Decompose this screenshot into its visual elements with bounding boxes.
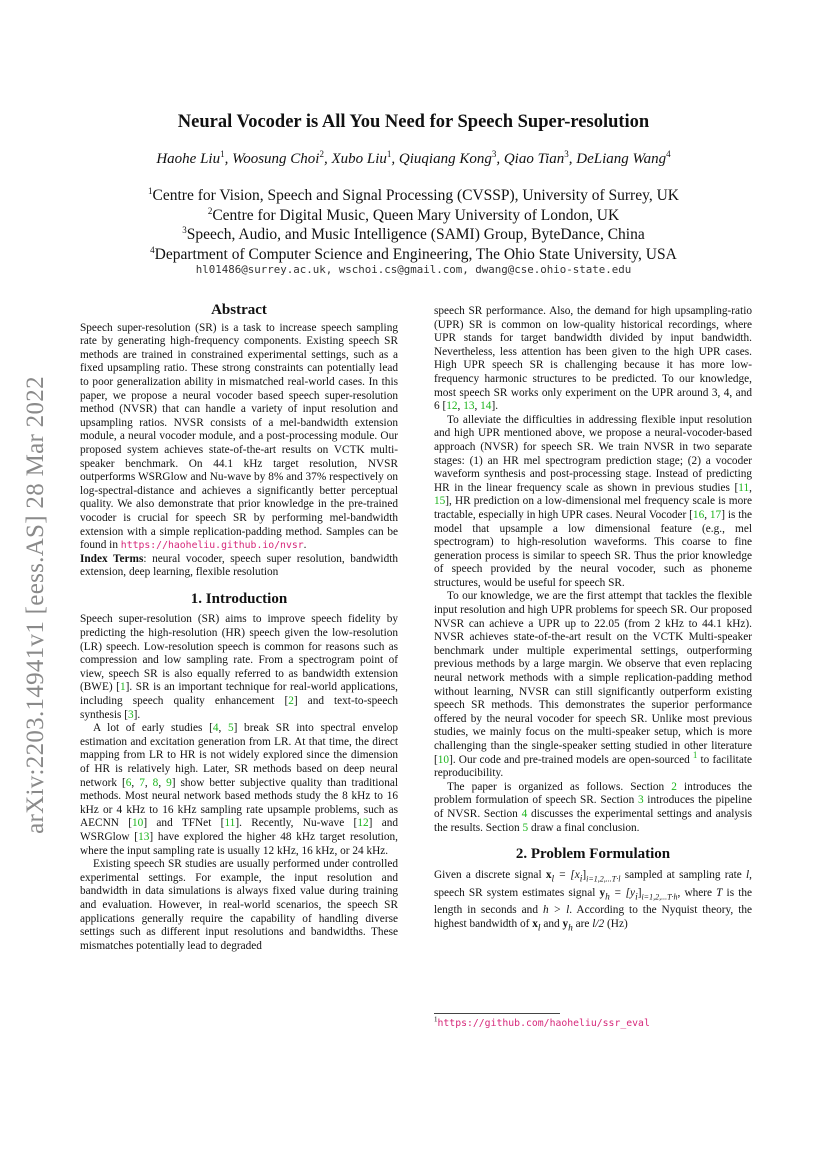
arxiv-sidebar [22, 345, 50, 865]
citation[interactable]: 4 [212, 722, 219, 735]
intro-paragraph: A lot of early studies [4, 5] break SR into spectral envelop estimation and excitation generation from LR. At that time, the direct mapping from LR to HR is not widely explored since the dimension of HR is relatively high. Later, SR methods based on deep neural network [6, 7, 8, 9] show better subjective quality than traditional methods. Most neural network based methods study the 8 kHz to 16 kHz or 4 kHz to 16 kHz sampling rate upsample problems, such as AECNN [10] and TFNet [11]. Recently, Nu-wave [12] and WSRGlow [13] have explored the higher 48 kHz target resolution, where the input sampling rate is usually 12 kHz, 16 kHz, or 24 kHz. [80, 722, 399, 857]
affiliation-list [0, 186, 827, 264]
citation[interactable]: 1 [119, 681, 126, 694]
right-column [434, 305, 752, 936]
abstract-heading: Abstract [211, 302, 267, 318]
intro-paragraph: Existing speech SR studies are usually performed under controlled experimental settings. For example, the input resolution and bandwidth in data simulations is always fixed value during training and evaluation. However, in real-world scenarios, the speech SR applications generally require the capability of handling diverse settings such as different input resolutions and bandwidths. These mismatches potentially lead to degraded [80, 858, 398, 952]
intro-paragraph: Speech super-resolution (SR) aims to improve speech fidelity by predicting the high-resolution (HR) speech given the low-resolution (LR) speech. Low-resolution speech is common for reasons such as compression and low sampling rate. From a spectrogram point of view, speech SR is also equally referred to as bandwidth extension (BWE) [1]. SR is an important technique for real-world applications, including speech quality enhancement [2] and text-to-speech synthesis [3]. [80, 613, 398, 721]
problem-paragraph: Given a discrete signal $x_l = [x_i]_{i=1,2,...T\cdot l}$ sampled at sampling rate l, speech SR system estimates signal $y_h = [y_i]_{i=1,2,...T\cdot h}$, where T is the length in seconds and h > l. According to the Nyquist theory, the highest bandwidth of $x_l$ and $y_h$ are l/2 (Hz) [434, 868, 752, 934]
author: Qiao Tian$^3$ [503, 149, 569, 167]
footnote [434, 1013, 752, 1029]
citation[interactable]: 17 [709, 508, 722, 521]
author: Haohe Liu$^1$ [156, 149, 225, 167]
intro-paragraph: To our knowledge, we are the first attempt that tackles the flexible input resolution and high UPR problems for speech SR. Our proposed NVSR can achieve a UPR up to 22.05 (from 2 kHz to 44.1 kHz). NVSR achieves state-of-the-art result on the VCTK Multi-speaker benchmark under multiple experimental settings, outperforming previous methods by a large margin. We observe that even replacing neural network methods with a simple replication-padding method without learning, NVSR can still significantly outperform existing speech SR methods. This demonstrates the superior performance offered by the neural vocoder for speech SR. Unlike most previous studies, we mainly focus on the multi-speaker setup, which is more challenging than the single-speaker setting studied in other literature [10]. Our code and pre-trained models are open-sourced $^1$ to facilitate reproducibility. [434, 590, 752, 780]
affiliation: $^2$Centre for Digital Music, Queen Mary University of London, UK [207, 205, 620, 224]
footnote-rule [434, 1013, 560, 1014]
author: Woosung Choi$^2$ [232, 149, 324, 167]
citation[interactable]: 7 [139, 776, 145, 789]
author-list: Haohe Liu$^1$, Woosung Choi$^2$, Xubo Liu$^1$, Qiuqiang Kong$^3$, Qiao Tian$^3$, DeLiang Wang$^4$ [156, 149, 671, 167]
section-ref[interactable]: 3 [637, 794, 644, 807]
section-ref[interactable]: 4 [521, 807, 528, 820]
citation[interactable]: 12 [357, 817, 369, 830]
citation[interactable]: 13 [138, 830, 150, 843]
author: Qiuqiang Kong$^3$ [398, 149, 497, 167]
abstract-body: Speech super-resolution (SR) is a task to increase speech sampling rate by generating high-frequency components. Existing speech SR methods are trained in constrained experimental settings, such as a fixed upsampling ratio. These strong constraints can potentially lead to poor generalization ability in mismatched real-world cases. In this paper, we propose a neural vocoder based speech super-resolution method (NVSR) that can handle a variety of input resolution and upsampling ratios. NVSR consists of a mel-bandwidth extension module, a neural vocoder module, and a post-processing module. Our proposed system achieves state-of-the-art results on VCTK multi-speaker benchmark. On 44.1 kHz target resolution, NVSR outperforms WSRGlow and Nu-wave by 8% and 37% respectively on log-spectral-distance and achieves a significantly better perceptual quality. We also demonstrate that prior knowledge in the pre-trained vocoder is crucial for speech SR by performing mel-bandwidth extension with a simple replication-padding method. Samples can be found in https://haoheliu.github.io/nvsr. [80, 321, 398, 552]
citation[interactable]: 9 [166, 776, 172, 789]
index-terms: Index Terms: neural vocoder, speech super resolution, bandwidth extension, deep learning, flexible resolution [80, 552, 399, 579]
author: DeLiang Wang$^4$ [576, 149, 671, 167]
left-column [80, 304, 398, 953]
intro-paragraph: The paper is organized as follows. Section 2 introduces the problem formulation of speech SR. Section 3 introduces the pipeline of NVSR. Section 4 discusses the experimental settings and analysis the results. Section 5 draw a final conclusion. [434, 780, 752, 834]
citation[interactable]: 15 [434, 495, 446, 508]
citation[interactable]: 10 [132, 817, 144, 830]
intro-heading: 1. Introduction [190, 590, 288, 607]
footnote-mark[interactable]: 1 [692, 749, 698, 760]
project-link[interactable]: https://haoheliu.github.io/nvsr [120, 540, 304, 552]
problem-formulation-heading: 2. Problem Formulation [515, 846, 671, 863]
affiliation: $^1$Centre for Vision, Speech and Signal Processing (CVSSP), University of Surrey, UK [148, 185, 679, 204]
author-emails: hl01486@surrey.ac.uk, wschoi.cs@gmail.com, dwang@cse.ohio-state.edu [195, 263, 632, 276]
footnote-link[interactable]: https://github.com/haoheliu/ssr_eval [437, 1018, 650, 1029]
citation[interactable]: 8 [152, 776, 159, 789]
citation[interactable]: 2 [288, 695, 294, 708]
citation[interactable]: 13 [463, 400, 475, 413]
intro-paragraph: To alleviate the difficulties in addressing flexible input resolution and high UPR mentioned above, we propose a neural-vocoder-based approach (NVSR) for speech SR. We train NVSR in two separate stages: (1) an HR mel spectrogram prediction stage; (2) a vocoder waveform synthesis and post-processing stage. Instead of predicting HR in the linear frequency scale as shown in previous studies [11, 15], HR prediction on a low-dimensional mel frequency scale is more tractable, especially in high UPR cases. Neural Vocoder [16, 17] is the model that upsample a low dimensional feature (e.g., mel spectrogram) to high-resolution waveforms. This coarse to fine generation process is similar to speech SR. Thus the prior knowledge of speech provided by the neural vocoder, such as phoneme structures, would be useful for speech SR. [434, 413, 753, 589]
section-ref[interactable]: 5 [522, 821, 529, 834]
footnote-text: $^1$https://github.com/haoheliu/ssr_eval [434, 1015, 650, 1029]
intro-paragraph: speech SR performance. Also, the demand for high upsampling-ratio (UPR) SR is common on low-quality historical recordings, where UPR stands for target bandwidth divided by input bandwidth. Nevertheless, less attention has been given to the high UPR cases. High UPR speech SR is challenging because it has more low-frequency harmonic structures to be predicted. To our knowledge, most speech SR works only experiment on the UPR around 3, 4, and 6 [12, 13, 14]. [434, 305, 752, 413]
arxiv-id: arXiv:2203.14941v1 [eess.AS] 28 Mar 2022 [22, 376, 49, 834]
citation[interactable]: 5 [227, 722, 234, 735]
section-ref[interactable]: 2 [671, 780, 677, 793]
citation[interactable]: 16 [692, 508, 705, 521]
citation[interactable]: 12 [446, 400, 458, 413]
affiliation: $^3$Speech, Audio, and Music Intelligence (SAMI) Group, ByteDance, China [182, 224, 645, 243]
citation[interactable]: 11 [738, 481, 750, 494]
citation[interactable]: 14 [480, 400, 492, 413]
affiliation: $^4$Department of Computer Science and Engineering, The Ohio State University, USA [150, 244, 677, 263]
paper-title: Neural Vocoder is All You Need for Speech Super-resolution [177, 112, 650, 132]
citation[interactable]: 3 [128, 708, 134, 721]
citation[interactable]: 11 [224, 817, 236, 830]
author: Xubo Liu$^1$ [331, 149, 392, 167]
citation[interactable]: 10 [437, 753, 450, 766]
citation[interactable]: 6 [125, 776, 132, 789]
